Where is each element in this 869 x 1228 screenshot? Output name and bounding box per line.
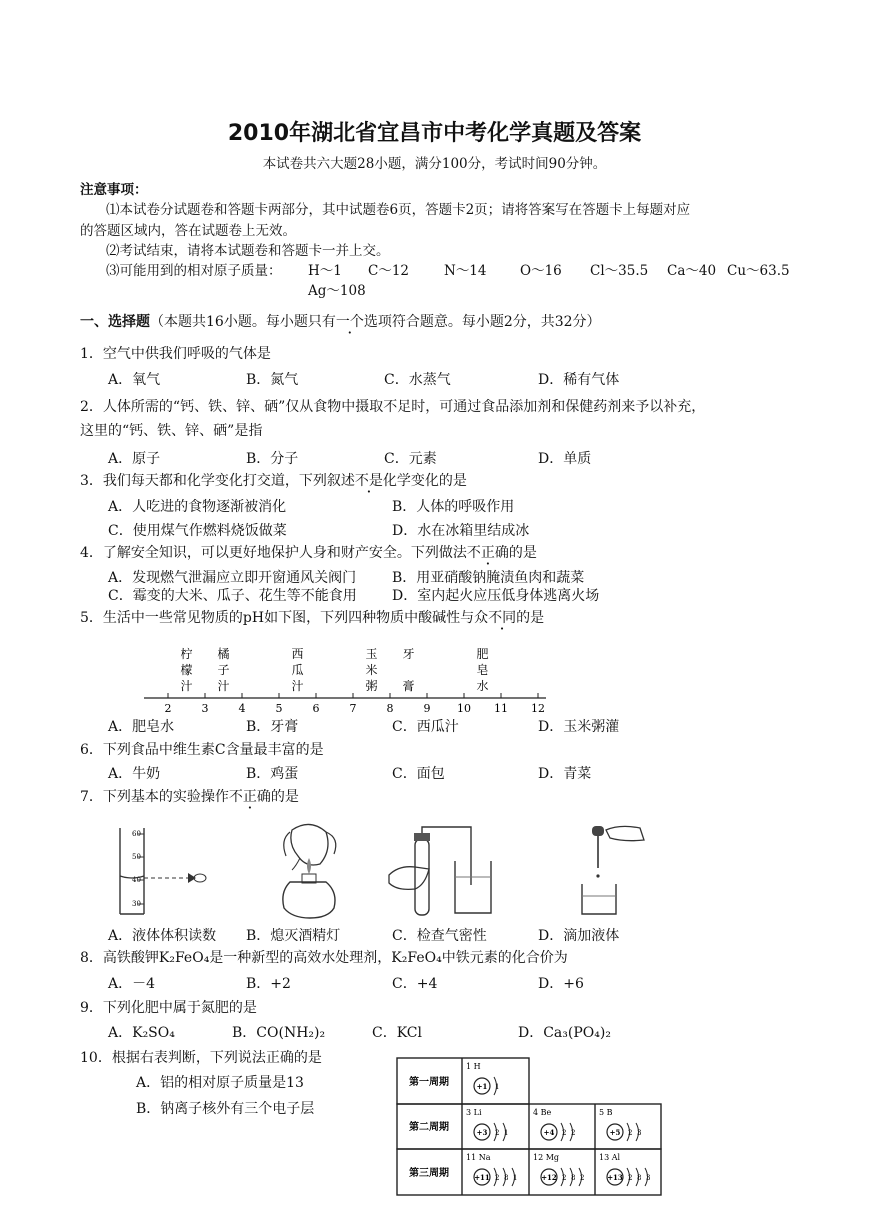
- beaker-icon: [582, 884, 616, 914]
- ph-tick-label: 11: [494, 702, 508, 715]
- ph-substance-char: 水: [476, 679, 489, 693]
- ph-substance: [217, 646, 229, 693]
- q8-option-d: D．+6: [538, 976, 584, 992]
- q10-option-b: B．钠离子核外有三个电子层: [136, 1101, 315, 1117]
- notice-item-1-cont: 的答题区域内，答在试题卷上无效。: [80, 223, 296, 239]
- section-1-heading: [80, 311, 601, 331]
- q8-option-c: C．+4: [392, 976, 438, 992]
- electron-count: 8: [637, 1174, 642, 1182]
- electron-count: 1: [513, 1174, 518, 1182]
- q3-option-d: D．水在冰箱里结成冰: [392, 523, 530, 539]
- ph-tick-label: 3: [201, 702, 209, 715]
- element-number-symbol: 5 B: [599, 1108, 613, 1117]
- element-cell: [466, 1062, 499, 1095]
- element-number-symbol: 1 H: [466, 1062, 481, 1071]
- q2-option-b: B．分子: [246, 451, 299, 467]
- q7-stem-emphasis: 不正确: [228, 789, 271, 805]
- electron-count: 2: [628, 1174, 633, 1182]
- electron-count: 2: [580, 1174, 585, 1182]
- flame-icon: [307, 858, 311, 874]
- q7-stem-b: 的是: [270, 789, 299, 805]
- mass-cl: Cl～35.5: [590, 263, 649, 279]
- q2-option-a: A．原子: [108, 451, 161, 467]
- notice-item-1: ⑴本试卷分试题卷和答题卡两部分，其中试题卷6页，答题卡2页；请将答案写在答题卡上每题对应: [106, 202, 691, 218]
- q3-stem-emphasis: 不是: [354, 473, 383, 489]
- q7-stem-a: 7．下列基本的实验操作: [80, 789, 229, 805]
- mass-n: N～14: [444, 263, 487, 279]
- ph-substance-char: 汁: [291, 679, 304, 693]
- ph-tick-label: 8: [386, 702, 394, 715]
- nucleus-charge: +1: [476, 1082, 488, 1091]
- alcohol-lamp-figure: [270, 820, 350, 920]
- q6-stem: 6．下列食品中维生素C含量最丰富的是: [80, 742, 324, 758]
- electron-count: 8: [571, 1174, 576, 1182]
- q8-stem: 8．高铁酸钾K₂FeO₄是一种新型的高效水处理剂，K₂FeO₄中铁元素的化合价为: [80, 950, 568, 966]
- q2-stem-cont: 这里的“钙、铁、锌、硒”是指: [80, 423, 263, 439]
- ph-tick-label: 6: [312, 702, 320, 715]
- electron-count: 1: [504, 1129, 509, 1137]
- element-number-symbol: 4 Be: [533, 1108, 552, 1117]
- q2-option-d: D．单质: [538, 451, 592, 467]
- nucleus-charge: +13: [607, 1173, 623, 1182]
- q7-stem: [80, 786, 299, 806]
- nucleus-charge: +3: [476, 1128, 488, 1137]
- q3-option-b: B．人体的呼吸作用: [392, 499, 515, 515]
- q4-option-a: A．发现燃气泄漏应立即开窗通风关阀门: [108, 570, 357, 586]
- mass-ca: Ca～40: [667, 263, 717, 279]
- ph-substance-char: 皂: [476, 663, 489, 677]
- ph-substance-char: 膏: [402, 679, 415, 693]
- mass-o: O～16: [520, 263, 562, 279]
- ph-substance-char: 瓜: [291, 663, 304, 677]
- element-number-symbol: 13 Al: [599, 1153, 621, 1162]
- hand-icon: [389, 867, 429, 890]
- ph-substance: [180, 646, 192, 693]
- element-cell: [466, 1153, 517, 1186]
- q1-option-c: C．水蒸气: [384, 372, 451, 388]
- dropper-figure: [570, 818, 650, 918]
- period-3-label: 第三周期: [409, 1168, 449, 1179]
- element-cell: [533, 1108, 575, 1141]
- ph-tick-label: 7: [349, 702, 357, 715]
- ph-substance: [365, 647, 377, 693]
- q5-stem-a: 5．生活中一些常见物质的pH如下图，下列四种物质中酸碱性与众: [80, 610, 489, 626]
- q3-stem-a: 3．我们每天都和化学变化打交道，下列叙述: [80, 473, 355, 489]
- q3-stem-b: 化学变化的是: [382, 473, 467, 489]
- q5-option-d: D．玉米粥灌: [538, 719, 620, 735]
- ph-substance-char: 牙: [402, 647, 415, 661]
- q3-stem: [80, 470, 467, 490]
- q1-option-d: D．稀有气体: [538, 372, 620, 388]
- cylinder-reading-figure: [110, 826, 210, 918]
- electron-count: 3: [646, 1174, 651, 1182]
- ph-substance-char: 西: [291, 647, 304, 661]
- ph-tick-label: 10: [457, 702, 471, 715]
- q7-option-c: C．检查气密性: [392, 928, 487, 944]
- ph-tick-label: 2: [164, 702, 172, 715]
- q2-option-c: C．元素: [384, 451, 437, 467]
- ph-substance-char: 橘: [217, 647, 230, 661]
- electron-count: 2: [562, 1174, 567, 1182]
- eye-icon: [188, 873, 196, 883]
- q3-option-c: C．使用煤气作燃料烧饭做菜: [108, 523, 287, 539]
- q4-stem-a: 4．了解安全知识，可以更好地保护人身和财产安全。下列做法: [80, 545, 467, 561]
- mass-cu: Cu～63.5: [727, 263, 790, 279]
- section-1-note-a: （本题共16小题。每小题只有: [150, 314, 336, 330]
- cylinder-mark-50: 50: [132, 853, 141, 861]
- section-1-note-emphasis: 一个: [335, 314, 364, 330]
- q9-option-b: B．CO(NH₂)₂: [232, 1025, 326, 1041]
- q6-option-c: C．面包: [392, 766, 445, 782]
- q6-option-a: A．牛奶: [108, 766, 161, 782]
- q8-option-b: B．+2: [246, 976, 291, 992]
- notice-heading: 注意事项：: [80, 182, 148, 198]
- nucleus-charge: +12: [541, 1173, 557, 1182]
- ph-substance-labels: [180, 646, 488, 693]
- element-cell: [599, 1153, 650, 1186]
- q7-option-a: A．液体体积读数: [108, 928, 217, 944]
- mass-h: H～1: [308, 263, 342, 279]
- q4-stem-b: 的是: [508, 545, 537, 561]
- element-number-symbol: 12 Mg: [533, 1153, 560, 1162]
- nucleus-charge: +5: [609, 1128, 621, 1137]
- q9-option-a: A．K₂SO₄: [108, 1025, 175, 1041]
- electron-count: 2: [628, 1129, 633, 1137]
- period-2-label: 第二周期: [409, 1122, 449, 1133]
- element-cell: [466, 1108, 508, 1141]
- electron-count: 8: [504, 1174, 509, 1182]
- q4-option-b: B．用亚硝酸钠腌渍鱼肉和蔬菜: [392, 570, 585, 586]
- q1-stem: 1．空气中供我们呼吸的气体是: [80, 346, 271, 362]
- q9-option-d: D．Ca₃(PO₄)₂: [518, 1025, 611, 1041]
- q6-option-b: B．鸡蛋: [246, 766, 299, 782]
- electron-count: 2: [571, 1129, 576, 1137]
- q5-stem-b: 的是: [516, 610, 545, 626]
- alcohol-lamp-icon: [283, 882, 335, 918]
- electron-count: 2: [562, 1129, 567, 1137]
- ph-substance-char: 汁: [217, 679, 230, 693]
- q8-option-a: A．－4: [108, 976, 156, 992]
- page-title: 2010年湖北省宜昌市中考化学真题及答案: [227, 121, 642, 146]
- q10-option-a: A．铝的相对原子质量是13: [136, 1075, 304, 1091]
- hand-icon: [606, 826, 644, 840]
- nucleus-charge: +11: [474, 1173, 490, 1182]
- ph-tick-label: 12: [531, 702, 545, 715]
- ph-scale-diagram: [140, 640, 560, 715]
- nucleus-charge: +4: [543, 1128, 555, 1137]
- electron-count: 2: [495, 1174, 500, 1182]
- q1-option-b: B．氮气: [246, 372, 299, 388]
- period-1-label: 第一周期: [409, 1077, 449, 1088]
- cylinder-mark-40: 40: [132, 876, 141, 884]
- exam-info: 本试卷共六大题28小题，满分100分，考试时间90分钟。: [262, 156, 607, 172]
- q5-option-b: B．牙膏: [246, 719, 299, 735]
- q4-stem: [80, 542, 537, 562]
- q5-stem: [80, 607, 544, 627]
- element-number-symbol: 3 Li: [466, 1108, 482, 1117]
- q4-stem-emphasis: 不正确: [466, 545, 509, 561]
- ph-substance: [291, 647, 303, 693]
- q6-option-d: D．青菜: [538, 766, 592, 782]
- ph-substance-char: 柠: [180, 647, 193, 661]
- ph-tick-label: 4: [238, 702, 246, 715]
- ph-substance-char: 汁: [180, 679, 193, 693]
- q1-option-a: A．氧气: [108, 372, 161, 388]
- ph-ticks: [165, 693, 546, 715]
- q2-stem: 2．人体所需的“钙、铁、锌、硒”仅从食物中摄取不足时，可通过食品添加剂和保健药剂来予以补充，: [80, 399, 706, 415]
- q5-option-c: C．西瓜汁: [392, 719, 459, 735]
- electron-count: 3: [637, 1129, 642, 1137]
- notice-item-3-prefix: ⑶可能用到的相对原子质量：: [106, 263, 282, 279]
- mass-ag: Ag～108: [308, 283, 366, 299]
- electron-count: 1: [495, 1083, 500, 1091]
- ph-tick-label: 9: [423, 702, 431, 715]
- q5-option-a: A．肥皂水: [108, 719, 175, 735]
- q4-option-c: C．霉变的大米、瓜子、花生等不能食用: [108, 588, 357, 604]
- element-cell: [599, 1108, 641, 1141]
- element-cells: [466, 1062, 650, 1186]
- airtightness-figure: [385, 825, 500, 918]
- periodic-table-figure: [396, 1057, 662, 1197]
- mass-c: C～12: [368, 263, 410, 279]
- q10-stem: 10．根据右表判断，下列说法正确的是: [80, 1050, 322, 1066]
- q9-option-c: C．KCl: [372, 1025, 422, 1041]
- q4-option-d: D．室内起火应压低身体逃离火场: [392, 588, 600, 604]
- ph-tick-label: 5: [275, 702, 283, 715]
- cylinder-mark-60: 60: [132, 830, 141, 838]
- ph-substance-char: 子: [217, 663, 230, 677]
- section-1-title: 一、选择题: [80, 314, 150, 330]
- notice-item-2: ⑵考试结束，请将本试题卷和答题卡一并上交。: [106, 243, 390, 259]
- ph-substance-char: 米: [365, 663, 378, 677]
- cylinder-mark-30: 30: [132, 900, 141, 908]
- element-number-symbol: 11 Na: [466, 1153, 491, 1162]
- q9-stem: 9．下列化肥中属于氮肥的是: [80, 1000, 257, 1016]
- ph-substance: [476, 647, 488, 693]
- q5-stem-emphasis: 不同: [488, 610, 517, 626]
- element-cell: [533, 1153, 584, 1186]
- section-1-note-b: 选项符合题意。每小题2分，共32分）: [363, 314, 601, 330]
- notice-item-3: [106, 259, 282, 279]
- ph-substance-char: 檬: [180, 663, 193, 677]
- ph-substance-char: 粥: [365, 679, 378, 693]
- q3-option-a: A．人吃进的食物逐渐被消化: [108, 499, 287, 515]
- electron-count: 2: [495, 1129, 500, 1137]
- q7-option-b: B．熄灭酒精灯: [246, 928, 341, 944]
- ph-substance-char: 肥: [476, 647, 489, 661]
- q7-option-d: D．滴加液体: [538, 928, 620, 944]
- beaker-icon: [455, 861, 491, 913]
- ph-substance: [402, 647, 414, 693]
- ph-substance-char: 玉: [365, 647, 378, 661]
